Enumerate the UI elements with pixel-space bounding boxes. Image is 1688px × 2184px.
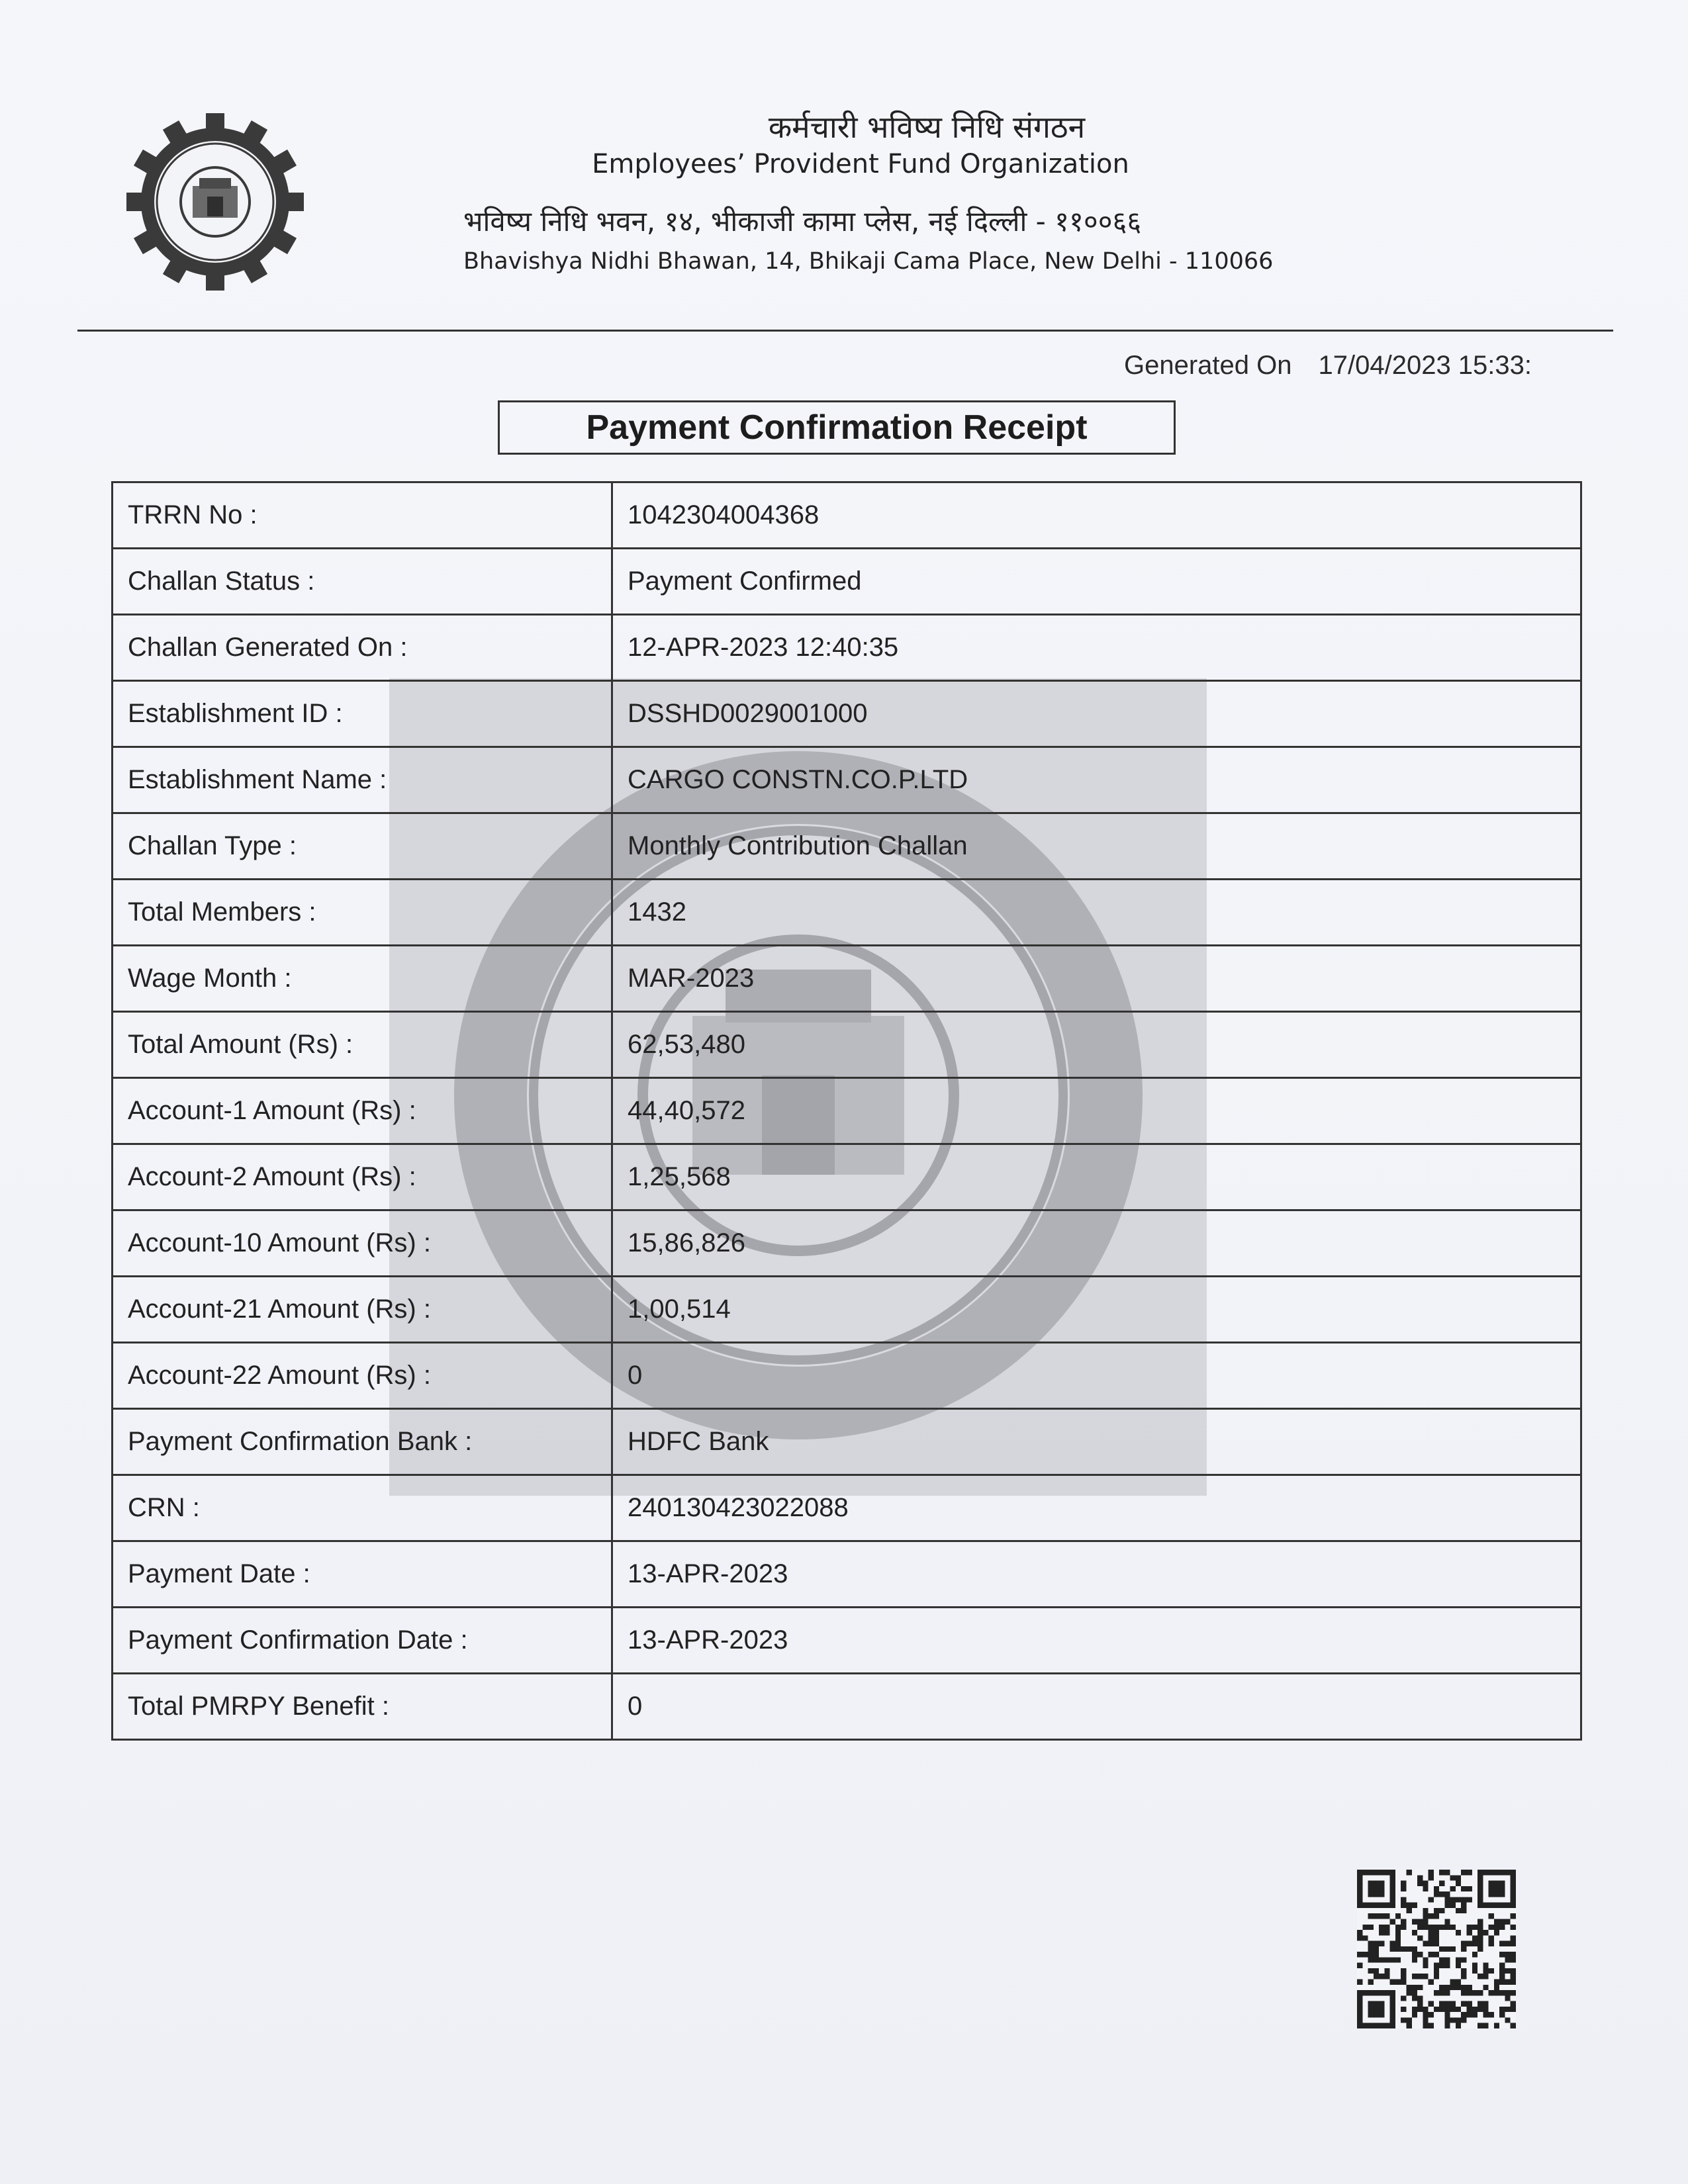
org-name-hindi: कर्मचारी भविष्य निधि संगठन [768, 109, 1086, 145]
row-value: 44,40,572 [612, 1078, 1581, 1144]
row-value: 1,25,568 [612, 1144, 1581, 1210]
table-row [113, 813, 1581, 880]
table-row [113, 1541, 1581, 1608]
row-value: 0 [612, 1343, 1581, 1409]
table-row [113, 1608, 1581, 1674]
table-row [113, 747, 1581, 813]
row-label: Challan Generated On : [113, 615, 612, 681]
table-row [113, 1012, 1581, 1078]
table-row [113, 1475, 1581, 1541]
row-value: 15,86,826 [612, 1210, 1581, 1277]
generated-on-value: 17/04/2023 15:33: [1318, 351, 1532, 380]
address-english: Bhavishya Nidhi Bhawan, 14, Bhikaji Cama Place, New Delhi - 110066 [463, 248, 1274, 275]
row-value: DSSHD0029001000 [612, 681, 1581, 747]
header-divider [77, 330, 1613, 332]
row-value: 240130423022088 [612, 1475, 1581, 1541]
row-label: TRRN No : [113, 482, 612, 549]
row-value: 13-APR-2023 [612, 1541, 1581, 1608]
row-label: Account-10 Amount (Rs) : [113, 1210, 612, 1277]
table-row [113, 1674, 1581, 1740]
row-value: 13-APR-2023 [612, 1608, 1581, 1674]
table-row [113, 681, 1581, 747]
row-label: Total PMRPY Benefit : [113, 1674, 612, 1740]
table-row [113, 615, 1581, 681]
row-label: Payment Confirmation Date : [113, 1608, 612, 1674]
row-label: Account-21 Amount (Rs) : [113, 1277, 612, 1343]
row-label: Wage Month : [113, 946, 612, 1012]
table-row [113, 1277, 1581, 1343]
row-label: Account-1 Amount (Rs) : [113, 1078, 612, 1144]
row-label: Account-2 Amount (Rs) : [113, 1144, 612, 1210]
table-row [113, 1078, 1581, 1144]
row-value: 12-APR-2023 12:40:35 [612, 615, 1581, 681]
row-label: Establishment ID : [113, 681, 612, 747]
row-value: MAR-2023 [612, 946, 1581, 1012]
table-row [113, 1409, 1581, 1475]
row-value: CARGO CONSTN.CO.P.LTD [612, 747, 1581, 813]
row-value: Monthly Contribution Challan [612, 813, 1581, 880]
row-value: 1,00,514 [612, 1277, 1581, 1343]
row-value: 0 [612, 1674, 1581, 1740]
row-value: Payment Confirmed [612, 549, 1581, 615]
org-name-english: Employees’ Provident Fund Organization [592, 149, 1129, 179]
row-value: 1042304004368 [612, 482, 1581, 549]
epfo-emblem-icon [122, 109, 308, 295]
row-label: Establishment Name : [113, 747, 612, 813]
generated-on [1124, 351, 1532, 381]
row-label: Challan Status : [113, 549, 612, 615]
row-label: Total Members : [113, 880, 612, 946]
table-row [113, 1210, 1581, 1277]
row-value: HDFC Bank [612, 1409, 1581, 1475]
row-label: Total Amount (Rs) : [113, 1012, 612, 1078]
row-label: Challan Type : [113, 813, 612, 880]
row-label: CRN : [113, 1475, 612, 1541]
table-row [113, 1343, 1581, 1409]
table-row [113, 946, 1581, 1012]
generated-on-label: Generated On [1124, 351, 1292, 380]
address-hindi: भविष्य निधि भवन, १४, भीकाजी कामा प्लेस, नई दिल्ली - ११००६६ [463, 205, 1142, 238]
qr-code-icon [1357, 1870, 1516, 2028]
row-label: Account-22 Amount (Rs) : [113, 1343, 612, 1409]
row-label: Payment Date : [113, 1541, 612, 1608]
table-row [113, 549, 1581, 615]
table-row [113, 1144, 1581, 1210]
row-label: Payment Confirmation Bank : [113, 1409, 612, 1475]
row-value: 62,53,480 [612, 1012, 1581, 1078]
receipt-title: Payment Confirmation Receipt [498, 400, 1176, 455]
receipt-details-table [111, 481, 1582, 1741]
table-row [113, 482, 1581, 549]
row-value: 1432 [612, 880, 1581, 946]
table-row [113, 880, 1581, 946]
